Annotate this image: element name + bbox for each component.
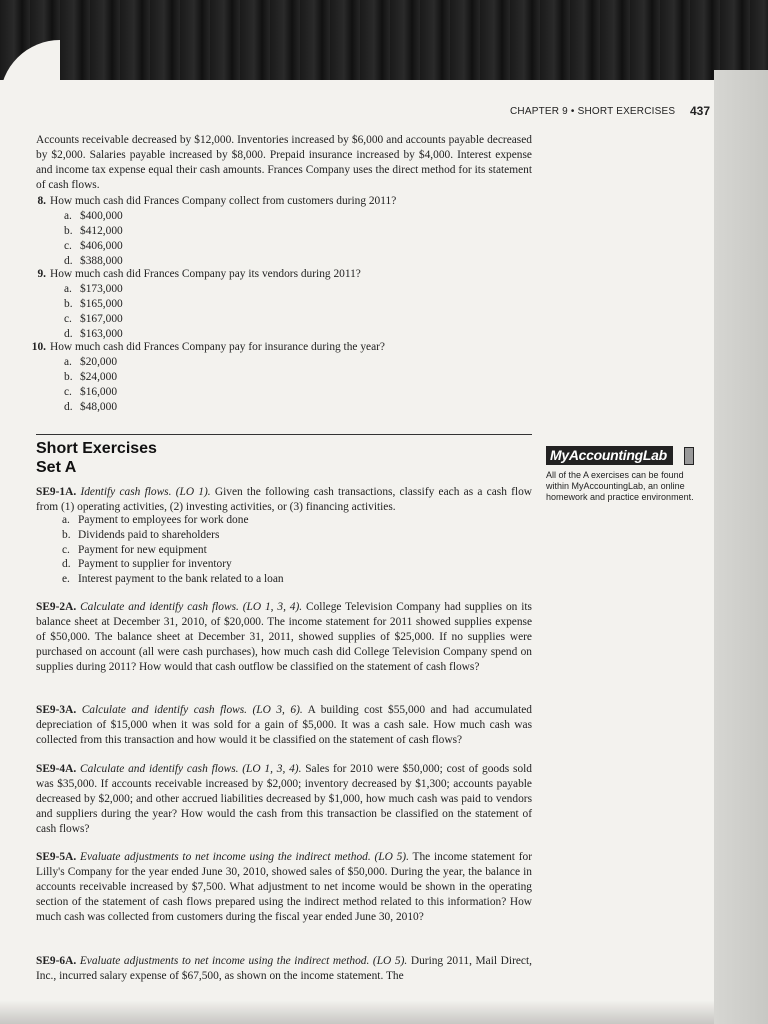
exercise-se9-5a bbox=[36, 850, 532, 925]
exercise-body: A building cost $55,000 and had accumulated depreciation of $15,000 when it was sold for a gain of $5,000. It was a cash sale. How much cash was collected from this transaction and how would it be classified on the statement of cash flows? bbox=[36, 704, 532, 746]
exercise-id: SE9-6A. bbox=[36, 955, 77, 967]
option: c. Payment for new equipment bbox=[62, 544, 207, 556]
exercise-se9-3a bbox=[36, 703, 532, 748]
option: c. $167,000 bbox=[64, 313, 123, 325]
question-10 bbox=[24, 340, 385, 355]
exercise-id: SE9-4A. bbox=[36, 763, 77, 775]
page-edge-strip bbox=[714, 70, 768, 1024]
option: a. $20,000 bbox=[64, 356, 118, 368]
sidebar-note: All of the A exercises can be found within MyAccountingLab, an online homework and practice environment. bbox=[546, 470, 694, 502]
exercise-id: SE9-2A. bbox=[36, 601, 77, 613]
option: a. $173,000 bbox=[64, 283, 123, 295]
exercise-topic: Evaluate adjustments to net income using the indirect method. (LO 5). bbox=[79, 851, 409, 863]
option: d. Payment to supplier for inventory bbox=[62, 558, 232, 570]
option: d. $388,000 bbox=[64, 255, 123, 267]
scan-dark-edge bbox=[0, 0, 768, 80]
exercise-body: College Television Company had supplies on its balance sheet at December 31, 2010, of $20,000. The income statement for 2011 showed supplies expense of $50,000. The balance sheet at December 31, 2011, showed supplies of $25,000. If no supplies were purchased on account (all were cash purchases), how much cash did College Television Company spend on supplies during 2011? How would that cash outflow be classified on the statement of cash flows? bbox=[36, 601, 532, 673]
option: b. Dividends paid to shareholders bbox=[62, 529, 220, 541]
exercise-topic: Evaluate adjustments to net income using the indirect method. (LO 5). bbox=[79, 955, 408, 967]
exercise-se9-4a bbox=[36, 762, 532, 837]
question-number: 9. bbox=[37, 268, 46, 280]
myaccountinglab-logo: MyAccountingLab bbox=[546, 446, 673, 465]
exercise-se9-2a bbox=[36, 600, 532, 675]
option: b. $165,000 bbox=[64, 298, 123, 310]
scan-bottom-shadow bbox=[0, 1000, 714, 1024]
option: c. $16,000 bbox=[64, 386, 118, 398]
running-header: CHAPTER 9 • SHORT EXERCISES bbox=[510, 106, 676, 117]
exercise-topic: Calculate and identify cash flows. (LO 1, 3, 4). bbox=[80, 763, 302, 775]
exercise-id: SE9-3A. bbox=[36, 704, 77, 716]
page-number: 437 bbox=[690, 104, 711, 118]
logo-mark-icon bbox=[684, 447, 694, 465]
question-text: How much cash did Frances Company pay its vendors during 2011? bbox=[50, 268, 361, 280]
exercise-topic: Calculate and identify cash flows. (LO 3, 6). bbox=[81, 704, 303, 716]
exercise-topic: Calculate and identify cash flows. (LO 1, 3, 4). bbox=[80, 601, 303, 613]
option: a. $400,000 bbox=[64, 210, 123, 222]
section-subtitle: Set A bbox=[36, 459, 77, 476]
question-text: How much cash did Frances Company pay for insurance during the year? bbox=[50, 341, 385, 353]
exercise-body: Given the following cash transactions, classify each as a cash flow from (1) operating activities, (2) investing activities, or (3) financing activities. bbox=[36, 486, 532, 513]
exercise-topic: Identify cash flows. (LO 1). bbox=[80, 486, 211, 498]
section-divider bbox=[36, 434, 532, 435]
exercise-se9-1a bbox=[36, 485, 532, 515]
section-title: Short Exercises bbox=[36, 440, 157, 457]
question-number: 10. bbox=[31, 341, 46, 353]
option: d. $163,000 bbox=[64, 328, 123, 340]
option: b. $24,000 bbox=[64, 371, 118, 383]
exercise-se9-6a bbox=[36, 954, 532, 984]
question-8 bbox=[24, 194, 396, 209]
option: a. Payment to employees for work done bbox=[62, 514, 249, 526]
option: b. $412,000 bbox=[64, 225, 123, 237]
option: c. $406,000 bbox=[64, 240, 123, 252]
question-text: How much cash did Frances Company collect from customers during 2011? bbox=[50, 195, 397, 207]
option: d. $48,000 bbox=[64, 401, 118, 413]
exercise-id: SE9-1A. bbox=[36, 486, 77, 498]
exercise-body: The income statement for Lilly's Company for the year ended June 30, 2010, showed sales of $50,000. During the year, the balance in accounts receivable increased by $7,500. What adjustment to net income would be shown in the operating section of the statement of cash flows prepared using the indirect method related to this information? How much cash was collected from customers during the fiscal year ended June 30, 2010? bbox=[36, 851, 532, 923]
intro-paragraph: Accounts receivable decreased by $12,000. Inventories increased by $6,000 and accounts payable decreased by $2,000. Salaries payable increased by $8,000. Prepaid insurance increased by $4,000. Interest expense and income tax expense equal their cash amounts. Frances Company uses the direct method for its statement of cash flows. bbox=[36, 134, 532, 191]
question-number: 8. bbox=[37, 195, 46, 207]
exercise-body: Sales for 2010 were $50,000; cost of goods sold was $35,000. If accounts receivable increased by $2,000; inventory decreased by $1,300; accounts payable decreased by $2,000; and other accrued liabilities decreased by $1,000, how much cash was paid to vendors and suppliers during the year? How would the cash from this transaction be classified on the statement of cash flows? bbox=[36, 763, 532, 835]
exercise-id: SE9-5A. bbox=[36, 851, 77, 863]
exercise-body: During 2011, Mail Direct, Inc., incurred salary expense of $67,500, as shown on the income statement. The bbox=[36, 955, 532, 982]
option: e. Interest payment to the bank related to a loan bbox=[62, 573, 284, 585]
question-9 bbox=[24, 267, 361, 282]
